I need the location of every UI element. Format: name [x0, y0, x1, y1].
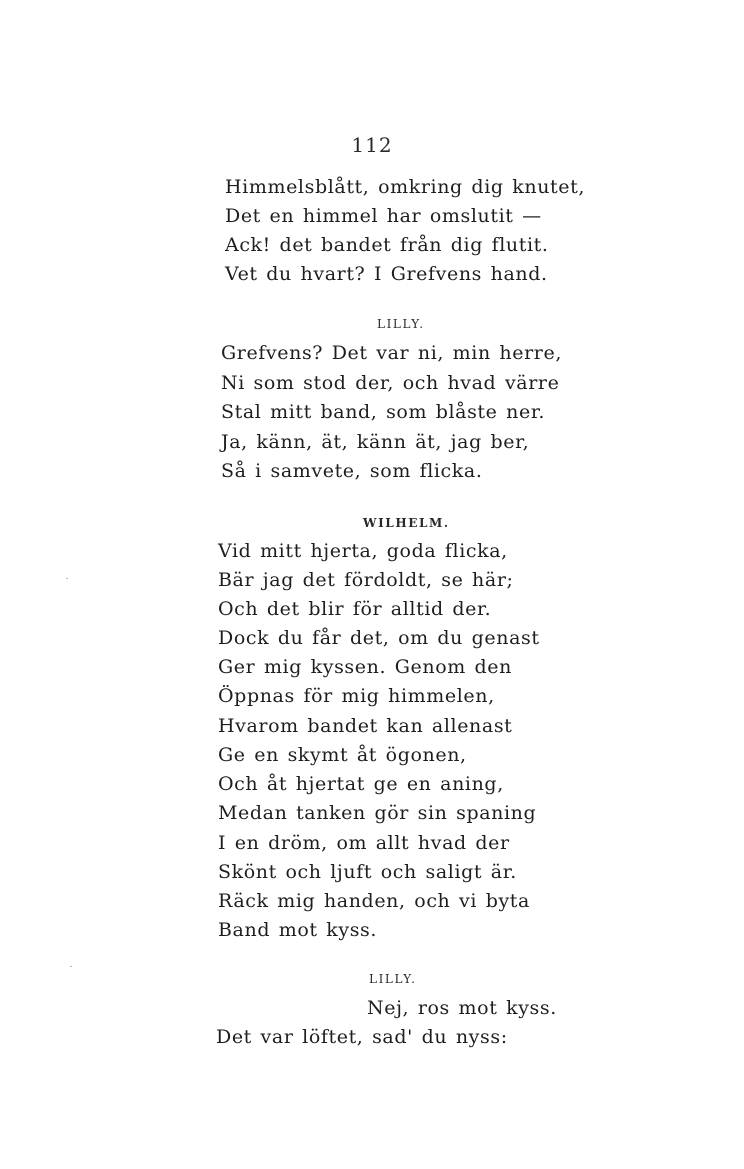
verse-line: Grefvens? Det var ni, min herre,	[221, 342, 562, 364]
verse-line: Skönt och ljuft och saligt är.	[218, 861, 517, 883]
verse-line: Ni som stod der, och hvad värre	[221, 372, 560, 394]
paper-speck	[66, 578, 68, 579]
verse-line: Band mot kyss.	[218, 919, 378, 941]
verse-line: Vet du hvart? I Grefvens hand.	[225, 263, 548, 285]
speaker-name-lilly: LILLY.	[369, 972, 417, 986]
verse-line: Det en himmel har omslutit —	[225, 205, 542, 227]
verse-line: Vid mitt hjerta, goda flicka,	[218, 540, 508, 562]
verse-line: Hvarom bandet kan allenast	[218, 715, 513, 737]
verse-line: Ja, känn, ät, känn ät, jag ber,	[221, 431, 530, 453]
verse-line: Medan tanken gör sin spaning	[218, 802, 537, 824]
verse-line: I en dröm, om allt hvad der	[218, 832, 510, 854]
verse-line: Och åt hjertat ge en aning,	[218, 773, 504, 795]
verse-line: Det var löftet, sad' du nyss:	[216, 1026, 508, 1048]
verse-line: Öppnas för mig himmelen,	[218, 685, 495, 707]
verse-line: Bär jag det fördoldt, se här;	[218, 569, 514, 591]
verse-line: Stal mitt band, som blåste ner.	[221, 401, 546, 423]
verse-line: Och det blir för alltid der.	[218, 598, 492, 620]
page-number: 112	[351, 133, 393, 157]
speaker-name-wilhelm: WILHELM.	[363, 516, 450, 530]
verse-line: Så i samvete, som flicka.	[221, 460, 483, 482]
paper-speck	[70, 966, 72, 967]
verse-line: Himmelsblått, omkring dig knutet,	[225, 176, 586, 198]
verse-line: Ack! det bandet från dig flutit.	[225, 234, 549, 256]
speaker-name-lilly: LILLY.	[377, 317, 425, 331]
verse-line: Räck mig handen, och vi byta	[218, 890, 530, 912]
verse-line-indented: Nej, ros mot kyss.	[367, 997, 557, 1019]
verse-line: Ger mig kyssen. Genom den	[218, 656, 512, 678]
verse-line: Ge en skymt åt ögonen,	[218, 744, 467, 766]
verse-line: Dock du får det, om du genast	[218, 627, 540, 649]
